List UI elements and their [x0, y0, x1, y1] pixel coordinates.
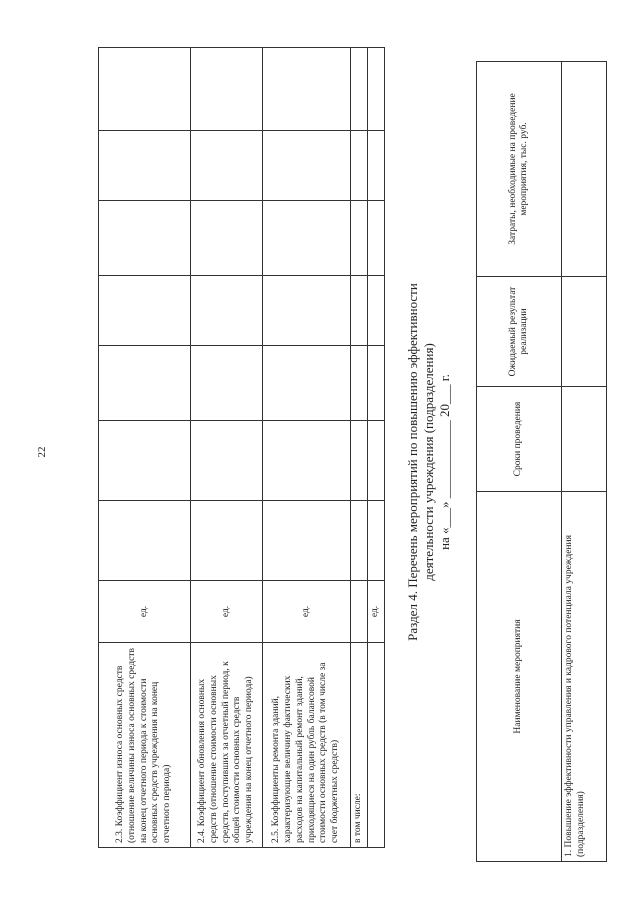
section4-title-line2: деятельности учреждения (подразделения) [421, 343, 436, 581]
value-cell [263, 131, 351, 201]
indicator-label: 2.4. Коэффициент обновления основных средств (отношение стоимости основных средств, поступивших за отчетный период, к общей стоимости основных средств учреждения на конец отчетного периода) [191, 643, 263, 848]
value-cell [99, 501, 191, 581]
value-cell [263, 421, 351, 501]
indicator-unit: ед. [263, 581, 351, 643]
value-cell [351, 346, 368, 421]
value-cell [367, 48, 384, 131]
value-cell [191, 131, 263, 201]
value-cell [191, 276, 263, 346]
indicator-label: в том числе: [351, 643, 368, 848]
indicator-label: 2.5. Коэффициенты ремонта зданий, характеризующие величину фактических расходов на капитальный ремонт зданий, приходящиеся на один рубль балансовой стоимости основных средств (в том числе за счет бюджетных средств) [263, 643, 351, 848]
value-cell [351, 276, 368, 346]
measure-name-cell: 1. Повышение эффективности управления и кадрового потенциала учреждения (подразделения) [562, 492, 607, 862]
value-cell [263, 201, 351, 276]
value-cell [191, 346, 263, 421]
value-cell [351, 131, 368, 201]
value-cell [367, 421, 384, 501]
table-row [263, 48, 351, 848]
measures-table [476, 61, 607, 862]
table-row [351, 48, 368, 848]
value-cell [263, 48, 351, 131]
table-row [562, 62, 607, 862]
header-measure-name: Наименование мероприятия [477, 492, 562, 862]
value-cell [367, 201, 384, 276]
value-cell [367, 346, 384, 421]
measures-table-header [477, 62, 562, 862]
header-expected-result: Ожидаемый результат реализации [477, 277, 562, 387]
value-cell [263, 276, 351, 346]
indicator-unit: ед. [99, 581, 191, 643]
indicator-label: 2.3. Коэффициент износа основных средств (отношение величины износа основных средств на конец отчетного периода к стоимости основных средств учреждения на конец отчетного периода) [99, 643, 191, 848]
measure-cell [562, 387, 607, 492]
value-cell [99, 201, 191, 276]
value-cell [367, 276, 384, 346]
header-terms: Сроки проведения [477, 387, 562, 492]
measure-cell [562, 62, 607, 277]
value-cell [191, 48, 263, 131]
measure-cell [562, 277, 607, 387]
value-cell [191, 421, 263, 501]
page-number: 22 [36, 446, 48, 458]
value-cell [99, 131, 191, 201]
table-row [191, 48, 263, 848]
value-cell [99, 421, 191, 501]
indicator-label [367, 643, 384, 848]
section4-title-line3: на «___» ____________ 20___ г. [437, 374, 452, 550]
value-cell [191, 501, 263, 581]
value-cell [263, 346, 351, 421]
header-costs: Затраты, необходимые на проведение мероприятия, тыс. руб. [477, 62, 562, 277]
table-row [367, 48, 384, 848]
value-cell [351, 48, 368, 131]
value-cell [351, 201, 368, 276]
value-cell [367, 501, 384, 581]
indicator-unit: ед. [367, 581, 384, 643]
value-cell [263, 501, 351, 581]
value-cell [99, 276, 191, 346]
value-cell [99, 48, 191, 131]
value-cell [99, 346, 191, 421]
value-cell [351, 421, 368, 501]
value-cell [351, 501, 368, 581]
section4-title-line1: Раздел 4. Перечень мероприятий по повышению эффективности [405, 283, 420, 641]
table-row [99, 48, 191, 848]
value-cell [191, 201, 263, 276]
indicators-table [98, 47, 385, 848]
indicator-unit [351, 581, 368, 643]
value-cell [367, 131, 384, 201]
indicator-unit: ед. [191, 581, 263, 643]
